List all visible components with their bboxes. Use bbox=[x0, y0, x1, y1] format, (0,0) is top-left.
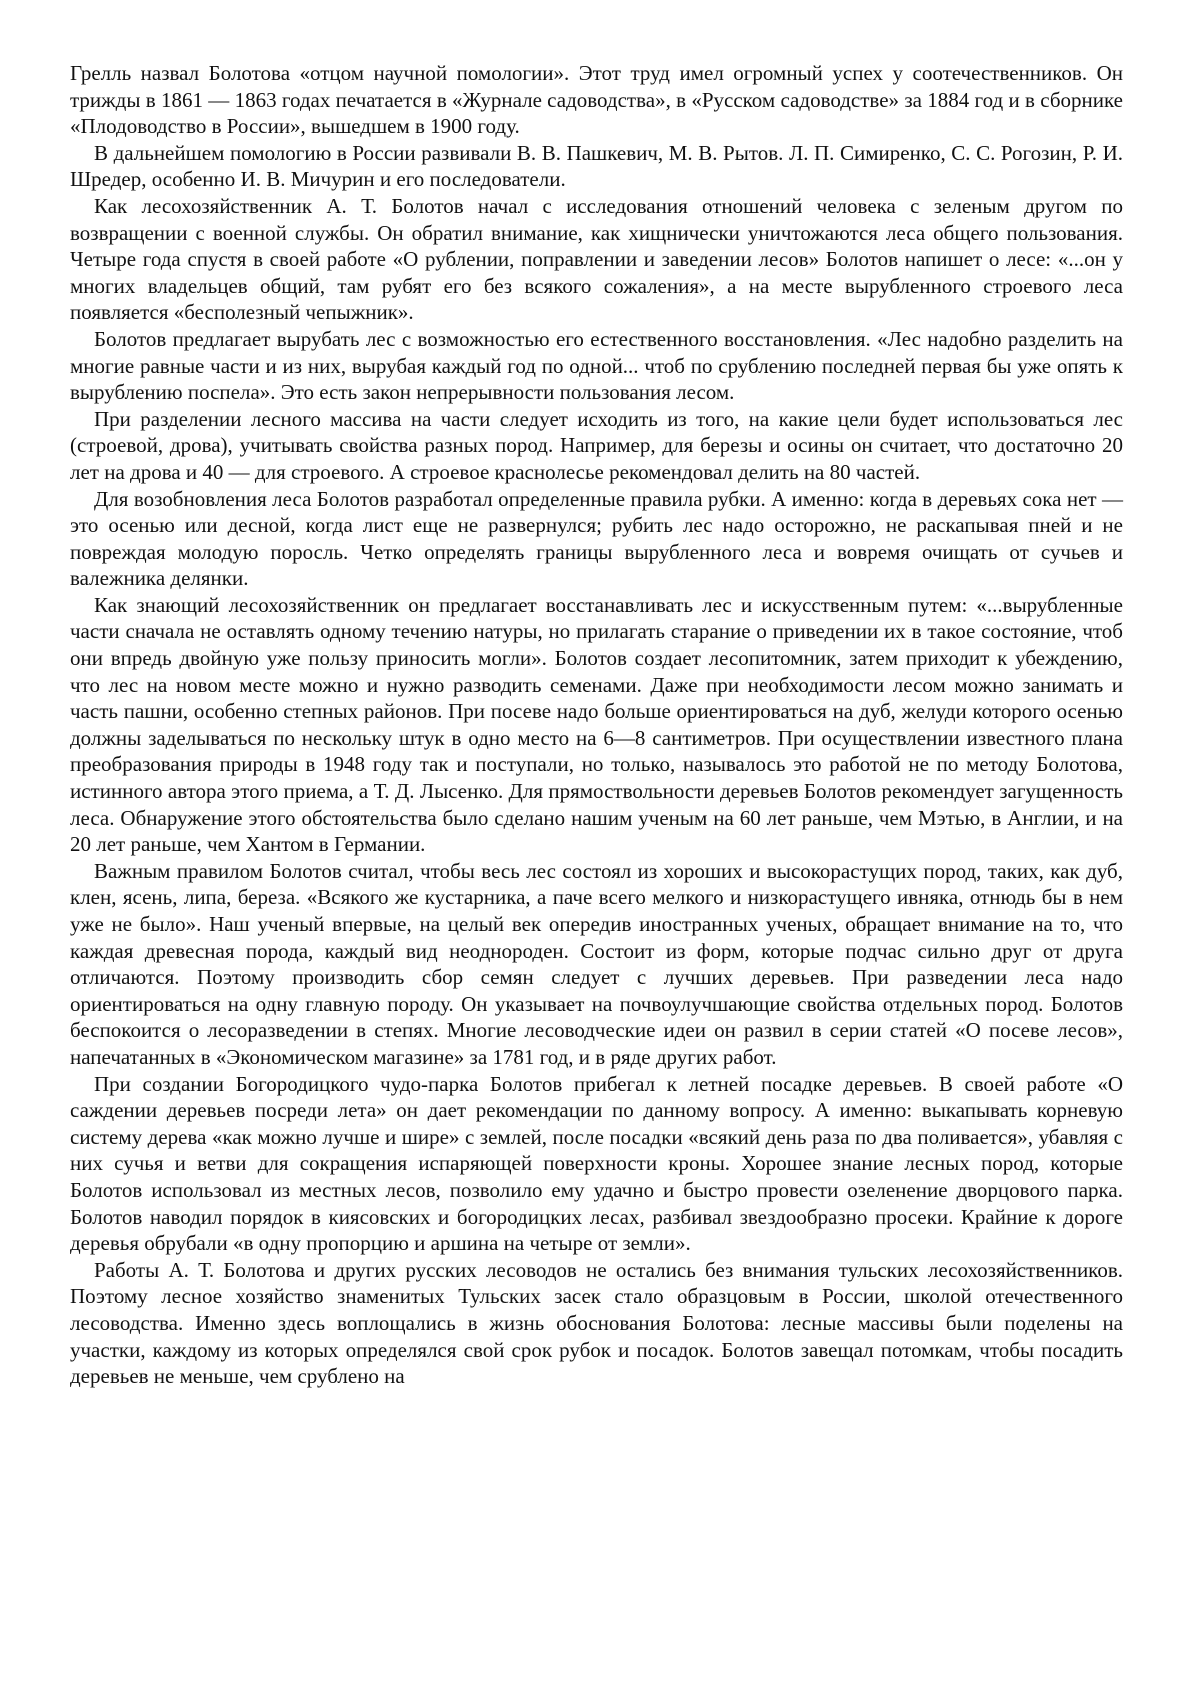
paragraph-2: В дальнейшем помологию в России развивали В. В. Пашкевич, М. В. Рытов. Л. П. Симиренко, С. С. Рогозин, Р. И. Шредер, особенно И. В. Мичурин и его последователи. bbox=[70, 140, 1123, 192]
paragraph-10: Работы А. Т. Болотова и других русских лесоводов не остались без внимания тульских лесохозяйственников. Поэтому лесное хозяйство знаменитых Тульских засек стало образцовым в России, школой отечественного лесоводства. Именно здесь воплощались в жизнь обоснования Болотова: лесные массивы были поделены на участки, каждому из которых определялся свой срок рубок и посадок. Болотов завещал потомкам, чтобы посадить деревьев не меньше, чем срублено на bbox=[70, 1257, 1123, 1389]
paragraph-1: Грелль назвал Болотова «отцом научной помологии». Этот труд имел огромный успех у соотечественников. Он трижды в 1861 — 1863 годах печатается в «Журнале садоводства», в «Русском садоводстве» за 1884 год и в сборнике «Плодоводство в России», вышедшем в 1900 году. bbox=[70, 61, 1123, 139]
paragraph-4: Болотов предлагает вырубать лес с возможностью его естественного восстановления. «Лес надобно разделить на многие равные части и из них, вырубая каждый год по одной... чтоб по срублению последней первая бы уже опять к вырублению поспела». Это есть закон непрерывности пользования лесом. bbox=[70, 326, 1123, 405]
paragraph-5: При разделении лесного массива на части следует исходить из того, на какие цели будет использоваться лес (строевой, дрова), учитывать свойства разных пород. Например, для березы и осины он считает, что достаточно 20 лет на дрова и 40 — для строевого. А строевое краснолесье рекомендовал делить на 80 частей. bbox=[70, 406, 1123, 484]
paragraph-6: Для возобновления леса Болотов разработал определенные правила рубки. А именно: когда в деревьях сока нет — это осенью или десной, когда лист еще не развернулся; рубить лес надо осторожно, не раскапывая пней и не повреждая молодую поросль. Четко определять границы вырубленного леса и вовремя очищать от сучьев и валежника делянки. bbox=[70, 486, 1123, 591]
paragraph-8: Важным правилом Болотов считал, чтобы весь лес состоял из хороших и высокорастущих пород, таких, как дуб, клен, ясень, липа, береза. «Всякого же кустарника, а паче всего мелкого и низкорастущего ивняка, отнюдь бы в нем уже не было». Наш ученый впервые, на целый век опередив иностранных ученых, обращает внимание на то, что каждая древесная порода, каждый вид неоднороден. Состоит из форм, которые подчас сильно друг от друга отличаются. Поэтому производить сбор семян следует с лучших деревьев. При разведении леса надо ориентироваться на одну главную породу. Он указывает на почвоулучшающие свойства отдельных пород. Болотов беспокоится о лесоразведении в степях. Многие лесоводческие идеи он развил в серии статей «О посеве лесов», напечатанных в «Экономическом магазине» за 1781 год, и в ряде других работ. bbox=[70, 858, 1123, 1069]
paragraph-7: Как знающий лесохозяйственник он предлагает восстанавливать лес и искусственным путем: «...вырубленные части сначала не оставлять одному течению натуры, но прилагать старание о приведении их в такое состояние, чтоб они впредь двойную уже пользу приносить могли». Болотов создает лесопитомник, затем приходит к убеждению, что лес на новом месте можно и нужно разводить семенами. Даже при необходимости лесом можно занимать и часть пашни, особенно степных районов. При посеве надо больше ориентироваться на дуб, желуди которого осенью должны заделываться по нескольку штук в одно место на 6—8 сантиметров. При осуществлении известного плана преобразования природы в 1948 году так и поступали, но только, называлось это работой не по методу Болотова, истинного автора этого приема, а Т. Д. Лысенко. Для прямоствольности деревьев Болотов рекомендует загущенность леса. Обнаружение этого обстоятельства было сделано нашим ученым на 60 лет раньше, чем Мэтью, в Англии, и на 20 лет раньше, чем Хантом в Германии. bbox=[70, 592, 1123, 857]
paragraph-9: При создании Богородицкого чудо-парка Болотов прибегал к летней посадке деревьев. В своей работе «О саждении деревьев посреди лета» он дает рекомендации по данному вопросу. А именно: выкапывать корневую систему дерева «как можно лучше и шире» с землей, после посадки «всякий день раза по два поливается», убавляя с них сучья и ветви для сокращения испаряющей поверхности кроны. Хорошее знание лесных пород, которые Болотов использовал из местных лесов, позволило ему удачно и быстро провести озеленение дворцового парка. Болотов наводил порядок в киясовских и богородицких лесах, разбивал звездообразно просеки. Крайние к дороге деревья обрубали «в одну пропорцию и аршина на четыре от земли». bbox=[70, 1071, 1123, 1256]
document-page bbox=[70, 60, 1123, 1390]
paragraph-3: Как лесохозяйственник А. Т. Болотов начал с исследования отношений человека с зеленым другом по возвращении с военной службы. Он обратил внимание, как хищнически уничтожаются леса общего пользования. Четыре года спустя в своей работе «О рублении, поправлении и заведении лесов» Болотов напишет о лесе: «...он у многих владельцев общий, там рубят его без всякого сожаления», а на месте вырубленного строевого леса появляется «бесполезный чепыжник». bbox=[70, 193, 1123, 325]
